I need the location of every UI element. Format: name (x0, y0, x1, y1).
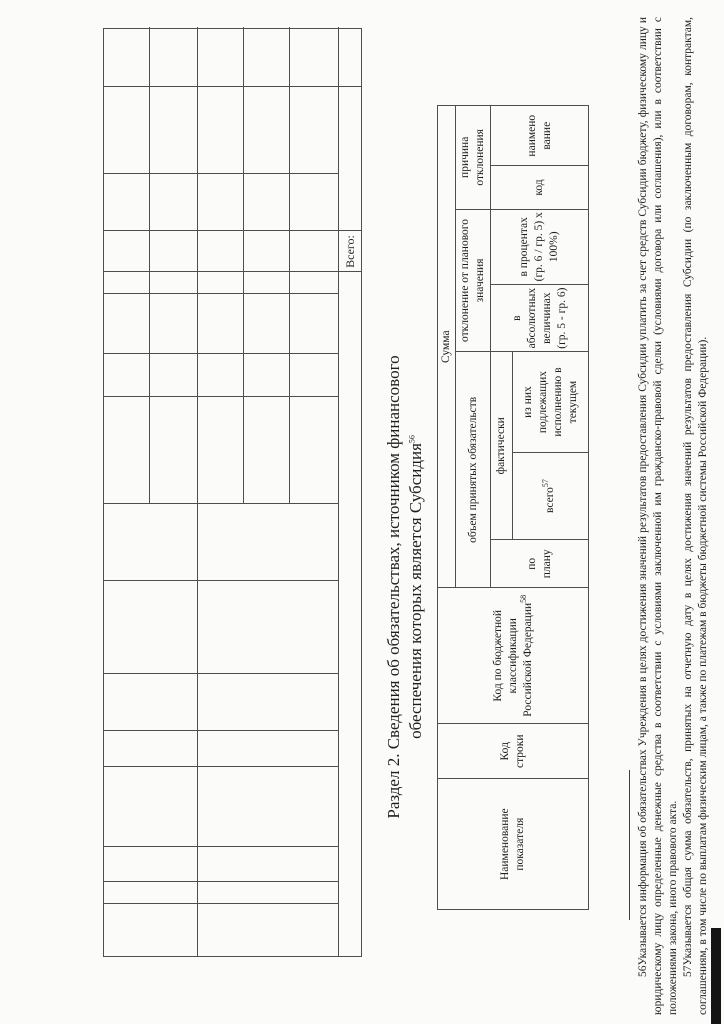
grid-line (104, 903, 338, 904)
grid-line (104, 673, 338, 674)
header-fact-current-cell: из них подлежащих исполнению в текущем (513, 352, 589, 452)
header-fact-group-cell: фактически (491, 352, 513, 540)
header-indicator-cell: Наименование показателя (438, 779, 589, 910)
footnote-56: 56Указывается информация об обязательствах Учреждения в целях достижения значений результатов предоставления Субсидии уплатить за счет средств Субсидии бюджету, физическому лицу и юридическому лицу определенные денежные средства в соответствии с условиями заключенной им гражданско-правовой сделки (условиями договора или соглашения), или в соответствии с положениями закона, иного правового акта. (637, 17, 679, 1015)
grid-line (104, 846, 338, 847)
header-sum-group-cell: Сумма (438, 106, 456, 588)
header-reason-code-cell: код (491, 166, 589, 209)
header-deviation-group-cell: отклонение от планового значения (456, 209, 491, 352)
grid-line (104, 86, 361, 87)
grid-line (243, 27, 244, 504)
grid-line (104, 503, 338, 504)
footnote-separator (629, 770, 630, 920)
grid-line (149, 27, 150, 504)
grid-line (104, 580, 338, 581)
continuation-table (103, 28, 362, 957)
grid-line (289, 27, 290, 504)
grid-line (104, 730, 338, 731)
grid-line (338, 27, 339, 956)
header-reason-name-cell: наимено вание (491, 106, 589, 166)
section2-title-line1: Раздел 2. Сведения об обязательствах, источником финансового (384, 355, 403, 819)
total-label: Всего: (343, 235, 357, 268)
grid-line (104, 230, 361, 231)
header-fact-total-cell: всего$^{57}$ (513, 452, 589, 539)
header-plan-cell: по плану (491, 540, 589, 588)
footnote-57: 57Указывается общая сумма обязательств, принятых на отчетную дату в целях достижения значений результатов предоставления Субсидии (по заключенным договорам, контрактам, соглашениям, в том числе по выплатам физическим лицам, а также по платежам в бюджеты бюджетной системы Российской Федерации). (682, 17, 709, 1015)
header-deviation-pct-cell: в процентах (гр. 6 / гр. 5) x 100%) (491, 209, 589, 284)
grid-line (104, 353, 338, 354)
fact-total-footnote-ref: 57 (541, 479, 551, 488)
grid-line (104, 173, 338, 174)
grid-line (104, 881, 338, 882)
grid-line (104, 271, 361, 272)
grid-line (104, 396, 338, 397)
grid-line (104, 293, 338, 294)
header-line-code-cell: Код строки (438, 724, 589, 779)
grid-line (197, 27, 198, 956)
header-volume-group-cell: объем принятых обязательств (456, 352, 491, 588)
kbk-footnote-ref: 58 (518, 594, 528, 603)
header-reason-group-cell: причина отклонения (456, 106, 491, 210)
scan-artifact-bar (711, 928, 721, 1024)
section2-title-line2: обеспечения которых является Субсидия$^{56}$ (406, 435, 425, 739)
section2-table (437, 105, 589, 910)
header-deviation-abs-cell: в абсолютных величинах (гр. 5 - гр. 6) (491, 284, 589, 351)
grid-line (104, 766, 338, 767)
footnotes-block (636, 17, 711, 1015)
header-kbk-cell: Код по бюджетной классификации Российской Федерации$^{58}$ (438, 588, 589, 724)
section2-title (383, 269, 427, 905)
title-footnote-ref: 56 (407, 435, 417, 444)
